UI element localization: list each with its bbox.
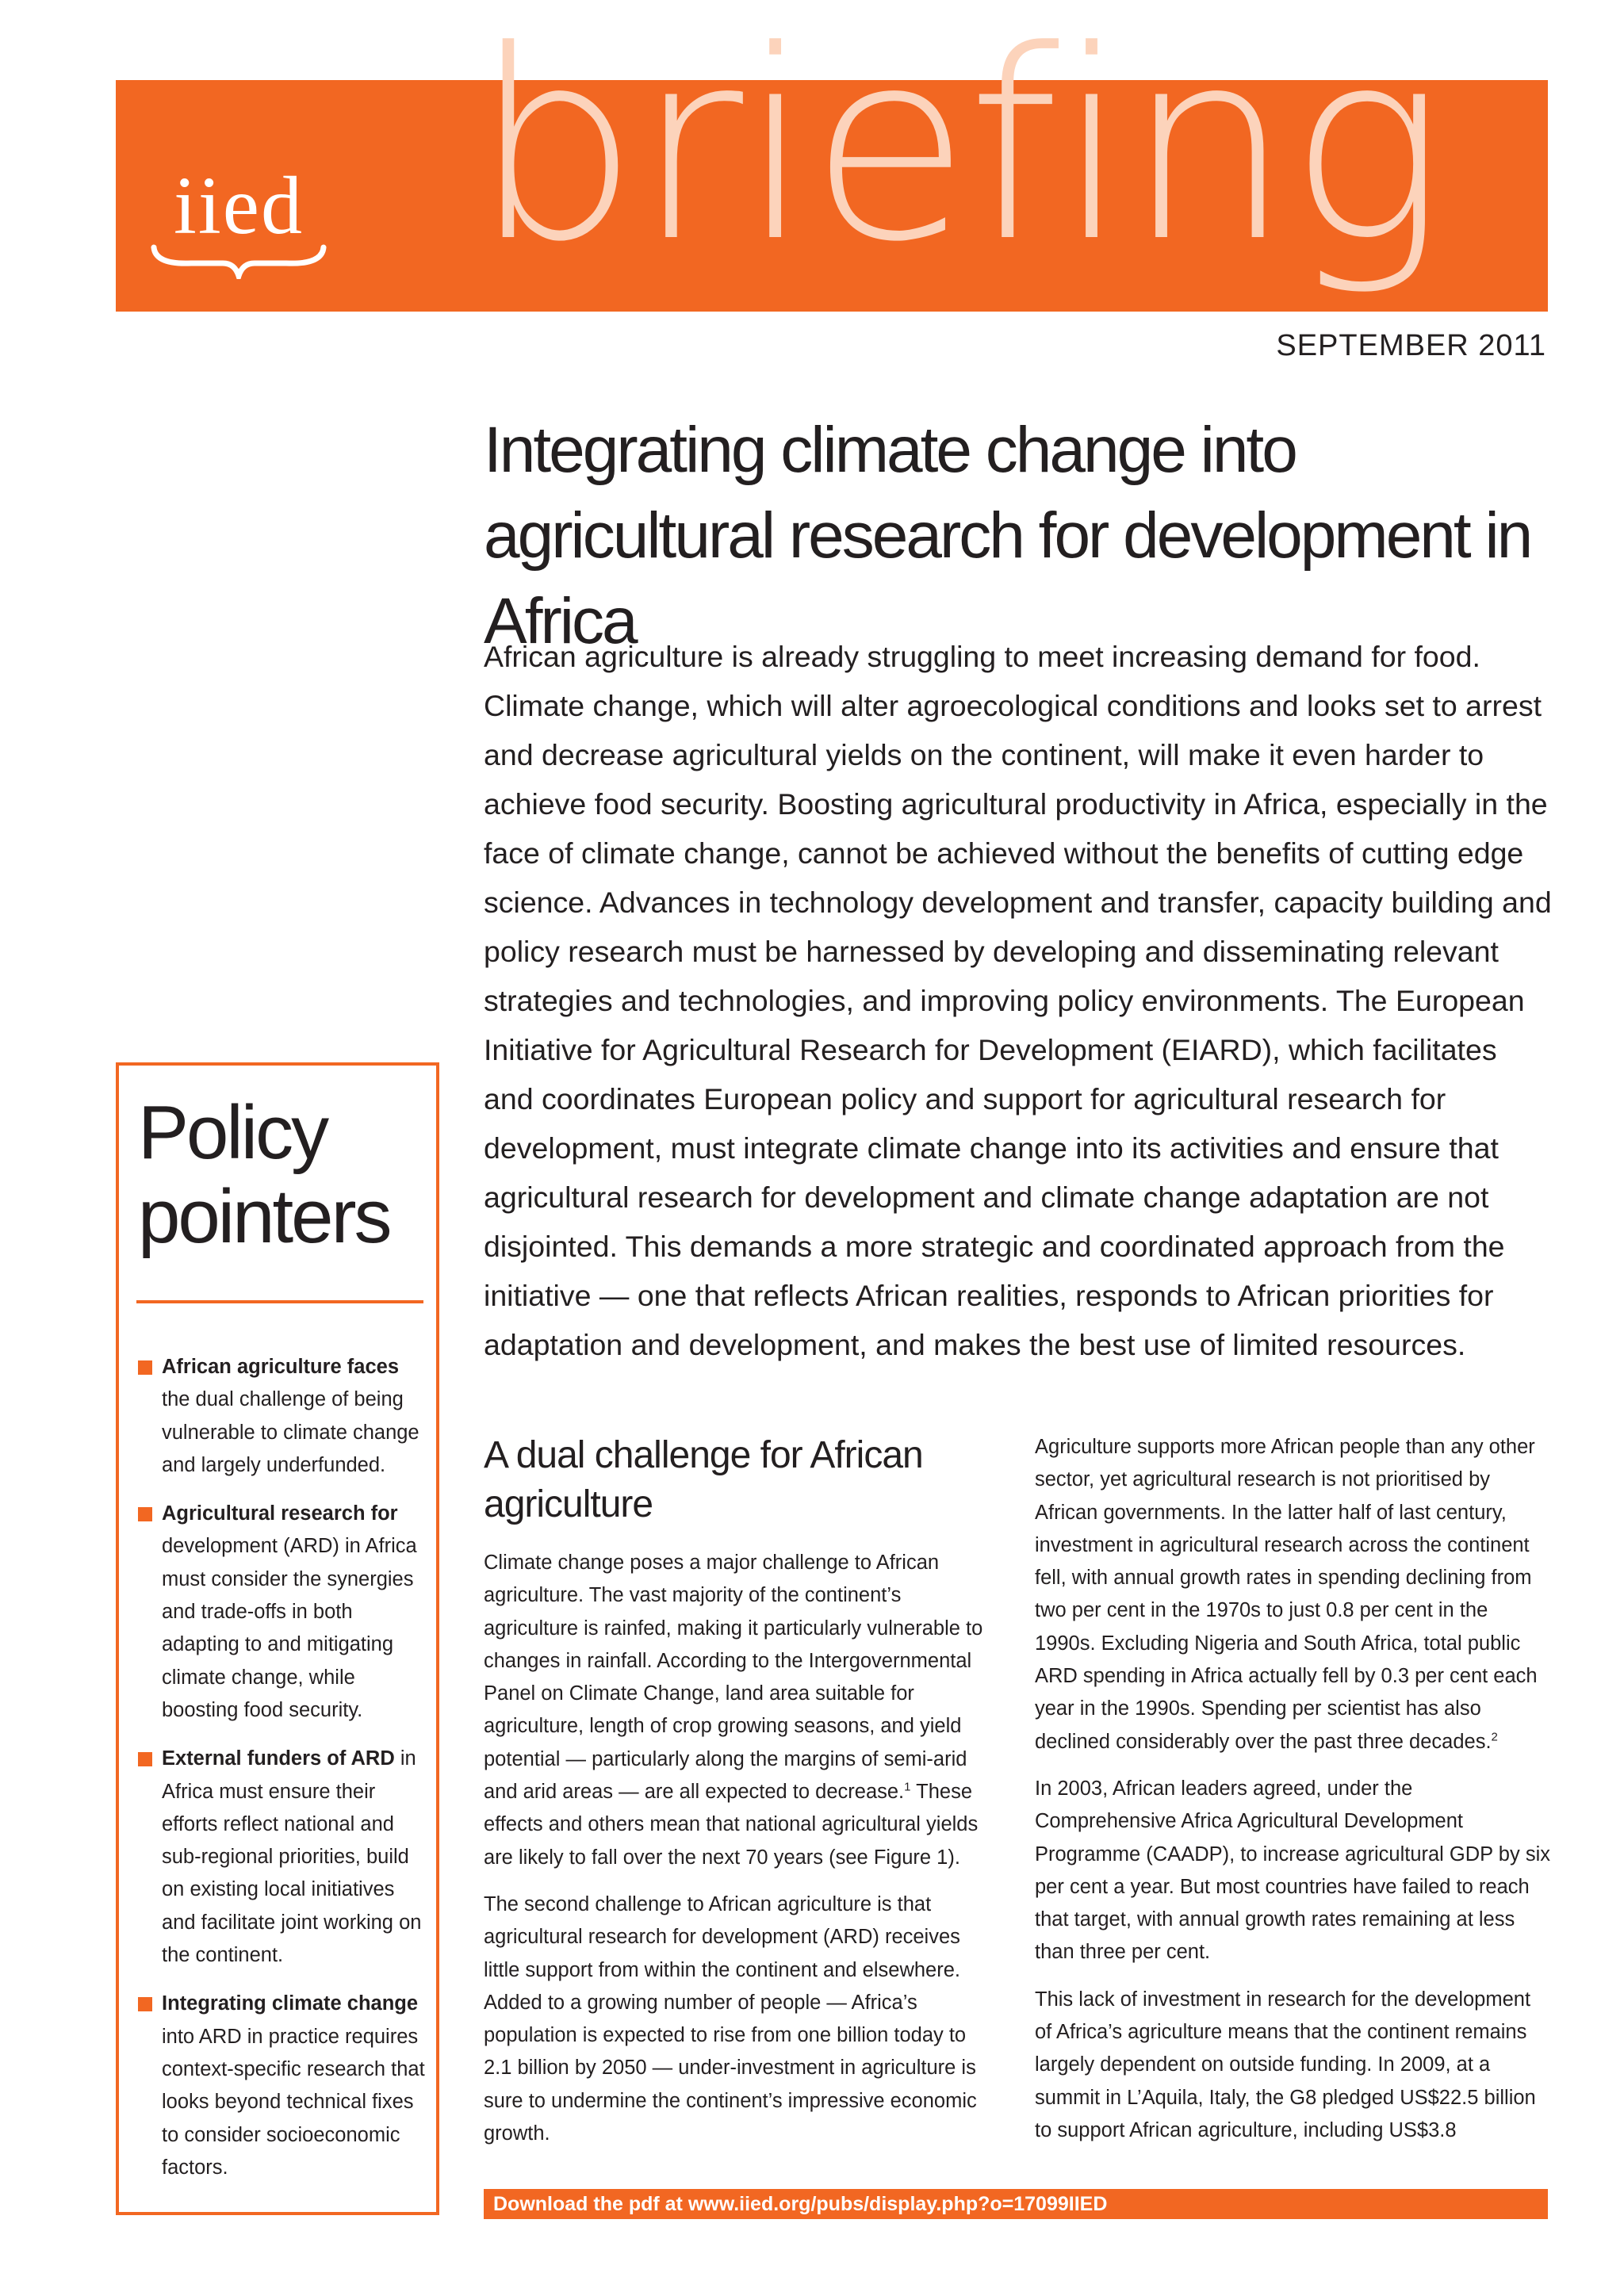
bullet-square-icon bbox=[138, 1360, 152, 1375]
publication-date: SEPTEMBER 2011 bbox=[1276, 329, 1546, 362]
bullet-square-icon bbox=[138, 1507, 152, 1521]
paragraph-text: Agriculture supports more African people than any other sector, yet agricultural research is not prioritised by African governments. In the latter half of last century, investment in agricultural research across the continent fell, with annual growth rates in spending declining from two per cent in the 1970s to just 0.8 per cent in the 1990s. Excluding Nigeria and South Africa, total public ARD spending in Africa actually fell by 0.3 per cent each year in the 1990s. Spending per scientist has also declined considerably over the past three decades. bbox=[1035, 1436, 1538, 1753]
policy-pointer bbox=[138, 1988, 431, 2184]
policy-heading-line2: pointers bbox=[138, 1174, 390, 1259]
policy-pointers-heading bbox=[138, 1091, 423, 1259]
policy-pointers-box bbox=[116, 1062, 439, 2215]
body-paragraph bbox=[484, 1547, 991, 1874]
pointer-lead: Agricultural research for bbox=[162, 1502, 398, 1525]
pointer-text: development (ARD) in Africa must consider the synergies and trade-offs in both adapting to and mitigating climate change, while boosting food security. bbox=[162, 1535, 417, 1721]
footnote-ref: 2 bbox=[1491, 1730, 1498, 1744]
policy-pointer bbox=[138, 1743, 431, 1972]
body-paragraph: In 2003, African leaders agreed, under the Comprehensive Africa Agricultural Development Programme (CAADP), to increase agricultural GDP by six per cent a year. But most countries have failed to reach that target, with annual growth rates remaining at less than three per cent. bbox=[1035, 1777, 1550, 1964]
paragraph-text: Climate change poses a major challenge to African agriculture. The vast majority of the continent’s agriculture is rainfed, making it particularly vulnerable to changes in rainfall. According to the Intergovernmental Panel on Climate Change, land area suitable for agriculture, length of crop growing seasons, and yield potential — particularly along the margins of semi-arid and arid areas — are all expected to decrease. bbox=[484, 1552, 983, 1804]
pointer-text: in Africa must ensure their efforts reflect national and sub-regional priorities, build on existing local initiatives and facilitate joint working on the continent. bbox=[162, 1747, 422, 1967]
policy-pointer bbox=[138, 1351, 431, 1482]
footnote-ref: 1 bbox=[904, 1780, 911, 1794]
briefing-wordmark: briefing bbox=[473, 0, 1442, 299]
pointer-text: the dual challenge of being vulnerable to climate change and largely underfunded. bbox=[162, 1388, 419, 1476]
body-paragraph: This lack of investment in research for the development of Africa’s agriculture means that the continent remains largely dependent on outside funding. In 2009, at a summit in L’Aquila, Italy, the G8 pledged US$22.5 billion to support African agriculture, including US$3.8 bbox=[1035, 1988, 1536, 2141]
policy-pointers-list bbox=[138, 1351, 431, 2200]
policy-divider bbox=[136, 1300, 423, 1303]
body-column-right bbox=[1035, 1431, 1550, 2161]
document-title: Integrating climate change into agricultural research for development in Africa bbox=[484, 414, 1531, 657]
bullet-square-icon bbox=[138, 1997, 152, 2011]
body-column-left bbox=[484, 1431, 991, 2164]
brace-icon bbox=[147, 243, 330, 279]
pointer-lead: Integrating climate change bbox=[162, 1992, 419, 2015]
body-paragraph: The second challenge to African agriculture is that agricultural research for development (ARD) receives little support from within the continent and elsewhere. Added to a growing number of people — Africa’s population is expected to rise from one billion today to 2.1 billion by 2050 — under-investment in agriculture is sure to undermine the continent’s impressive economic growth. bbox=[484, 1892, 977, 2145]
paragraph-text: These effects and others mean that national agricultural yields are likely to fall over the next 70 years (see Figure 1). bbox=[484, 1781, 979, 1869]
bullet-square-icon bbox=[138, 1752, 152, 1766]
pointer-lead: External funders of ARD bbox=[162, 1747, 395, 1770]
policy-heading-line1: Policy bbox=[138, 1090, 327, 1175]
policy-pointer bbox=[138, 1498, 431, 1727]
pointer-lead: African agriculture faces bbox=[162, 1356, 400, 1378]
iied-logo bbox=[147, 160, 330, 284]
body-paragraph bbox=[1035, 1431, 1550, 1758]
logo-text: iied bbox=[174, 160, 304, 251]
intro-summary: African agriculture is already struggling to meet increasing demand for food. Climate change, which will alter agroecological conditions and looks set to arrest and decrease agricultural yields on the continent, will make it even harder to achieve food security. Boosting agricultural productivity in Africa, especially in the face of climate change, cannot be achieved without the benefits of cutting edge science. Advances in technology development and transfer, capacity building and policy research must be harnessed by developing and disseminating relevant strategies and technologies, and improving policy environments. The European Initiative for Agricultural Research for Development (EIARD), which facilitates and coordinates European policy and support for agricultural research for development, must integrate climate change into its activities and ensure that agricultural research for development and climate change adaptation are not disjointed. This demands a more strategic and coordinated approach from the initiative — one that reflects African realities, responds to African priorities for adaptation and development, and makes the best use of limited resources. bbox=[484, 640, 1552, 1361]
pointer-text: into ARD in practice requires context-specific research that looks beyond technical fixes to consider socioeconomic factors. bbox=[162, 2025, 425, 2179]
section-heading: A dual challenge for African agriculture bbox=[484, 1434, 923, 1525]
download-link[interactable]: Download the pdf at www.iied.org/pubs/display.php?o=17099IIED bbox=[484, 2189, 1548, 2219]
